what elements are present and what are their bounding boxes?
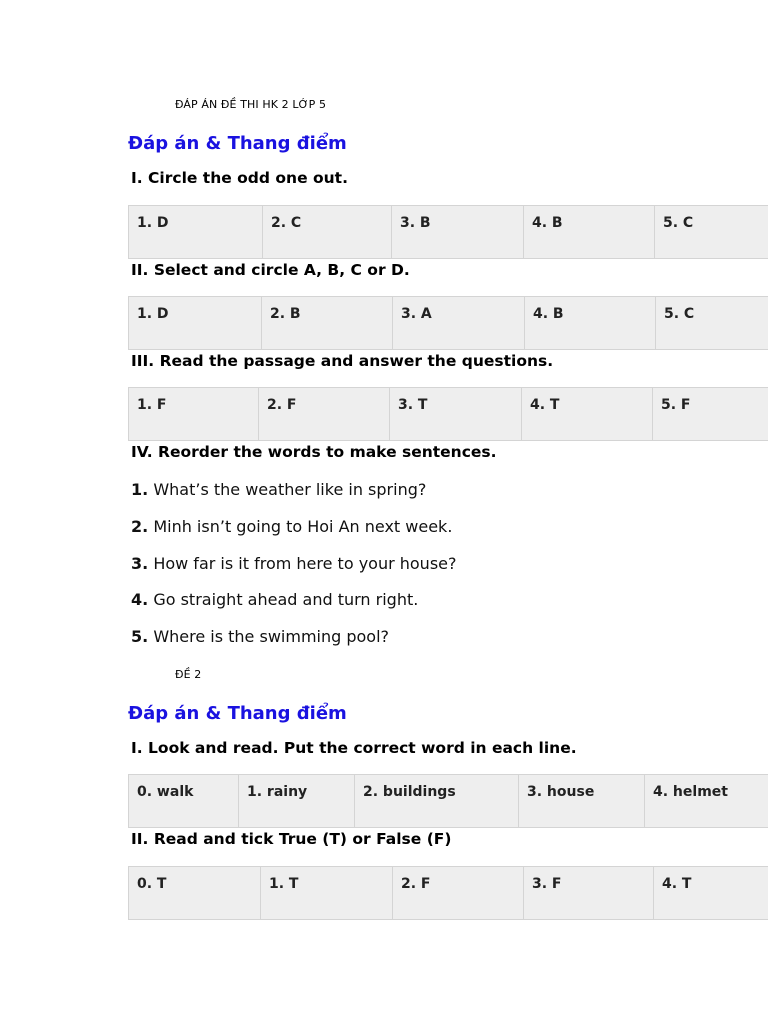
sentence-item bbox=[131, 554, 457, 573]
answer-key-heading-2: Đáp án & Thang điểm bbox=[128, 703, 347, 724]
sentence-text: Minh isn’t going to Hoi An next week. bbox=[153, 517, 453, 536]
answer-cell: 2. B bbox=[262, 297, 393, 350]
exam-answer-title: ĐÁP ÁN ĐỀ THI HK 2 LỚP 5 bbox=[175, 98, 327, 111]
answer-cell: 2. F bbox=[259, 388, 390, 441]
answer-key-heading: Đáp án & Thang điểm bbox=[128, 133, 347, 154]
answer-table-look-read bbox=[128, 774, 768, 828]
sentence-number: 3. bbox=[131, 554, 149, 573]
section-heading-read-passage: III. Read the passage and answer the questions. bbox=[131, 352, 554, 370]
sentence-number: 5. bbox=[131, 627, 149, 646]
answer-cell: 1. rainy bbox=[239, 775, 355, 828]
answer-cell: 4. helmet bbox=[645, 775, 768, 828]
sentence-item bbox=[131, 590, 418, 609]
section-heading-select-circle: II. Select and circle A, B, C or D. bbox=[131, 261, 410, 279]
sentence-text: Go straight ahead and turn right. bbox=[153, 590, 419, 609]
answer-cell: 5. F bbox=[653, 388, 768, 441]
section-heading-true-false: II. Read and tick True (T) or False (F) bbox=[131, 830, 452, 848]
answer-cell: 3. A bbox=[393, 297, 525, 350]
answer-cell: 3. house bbox=[519, 775, 645, 828]
answer-cell: 4. B bbox=[525, 297, 656, 350]
sentence-item bbox=[131, 627, 389, 646]
answer-cell: 3. B bbox=[392, 206, 524, 259]
section-heading-look-read: I. Look and read. Put the correct word in each line. bbox=[131, 739, 577, 757]
answer-cell: 4. T bbox=[522, 388, 653, 441]
sentence-text: Where is the swimming pool? bbox=[153, 627, 390, 646]
answer-cell: 5. C bbox=[656, 297, 768, 350]
answer-table-true-false bbox=[128, 866, 768, 920]
sentence-text: How far is it from here to your house? bbox=[153, 554, 457, 573]
answer-cell: 1. T bbox=[261, 867, 393, 920]
answer-cell: 2. F bbox=[393, 867, 524, 920]
sentence-text: What’s the weather like in spring? bbox=[153, 480, 427, 499]
answer-cell: 0. T bbox=[129, 867, 261, 920]
answer-cell: 5. C bbox=[655, 206, 768, 259]
answer-cell: 3. F bbox=[524, 867, 654, 920]
answer-cell: 4. B bbox=[524, 206, 655, 259]
answer-cell: 2. buildings bbox=[355, 775, 519, 828]
answer-table-select-circle bbox=[128, 296, 768, 350]
sentence-item bbox=[131, 517, 452, 536]
sentence-number: 2. bbox=[131, 517, 149, 536]
answer-table-read-passage bbox=[128, 387, 768, 441]
answer-cell: 0. walk bbox=[129, 775, 239, 828]
answer-cell: 3. T bbox=[390, 388, 522, 441]
answer-cell: 4. T bbox=[654, 867, 768, 920]
section-heading-odd-one-out: I. Circle the odd one out. bbox=[131, 169, 348, 187]
answer-cell: 1. F bbox=[129, 388, 259, 441]
sentence-number: 4. bbox=[131, 590, 149, 609]
answer-table-odd-one-out bbox=[128, 205, 768, 259]
exam-2-title: ĐỀ 2 bbox=[175, 668, 202, 681]
sentence-item bbox=[131, 480, 426, 499]
sentence-number: 1. bbox=[131, 480, 149, 499]
answer-cell: 2. C bbox=[263, 206, 392, 259]
answer-cell: 1. D bbox=[129, 297, 262, 350]
answer-cell: 1. D bbox=[129, 206, 263, 259]
section-heading-reorder: IV. Reorder the words to make sentences. bbox=[131, 443, 497, 461]
